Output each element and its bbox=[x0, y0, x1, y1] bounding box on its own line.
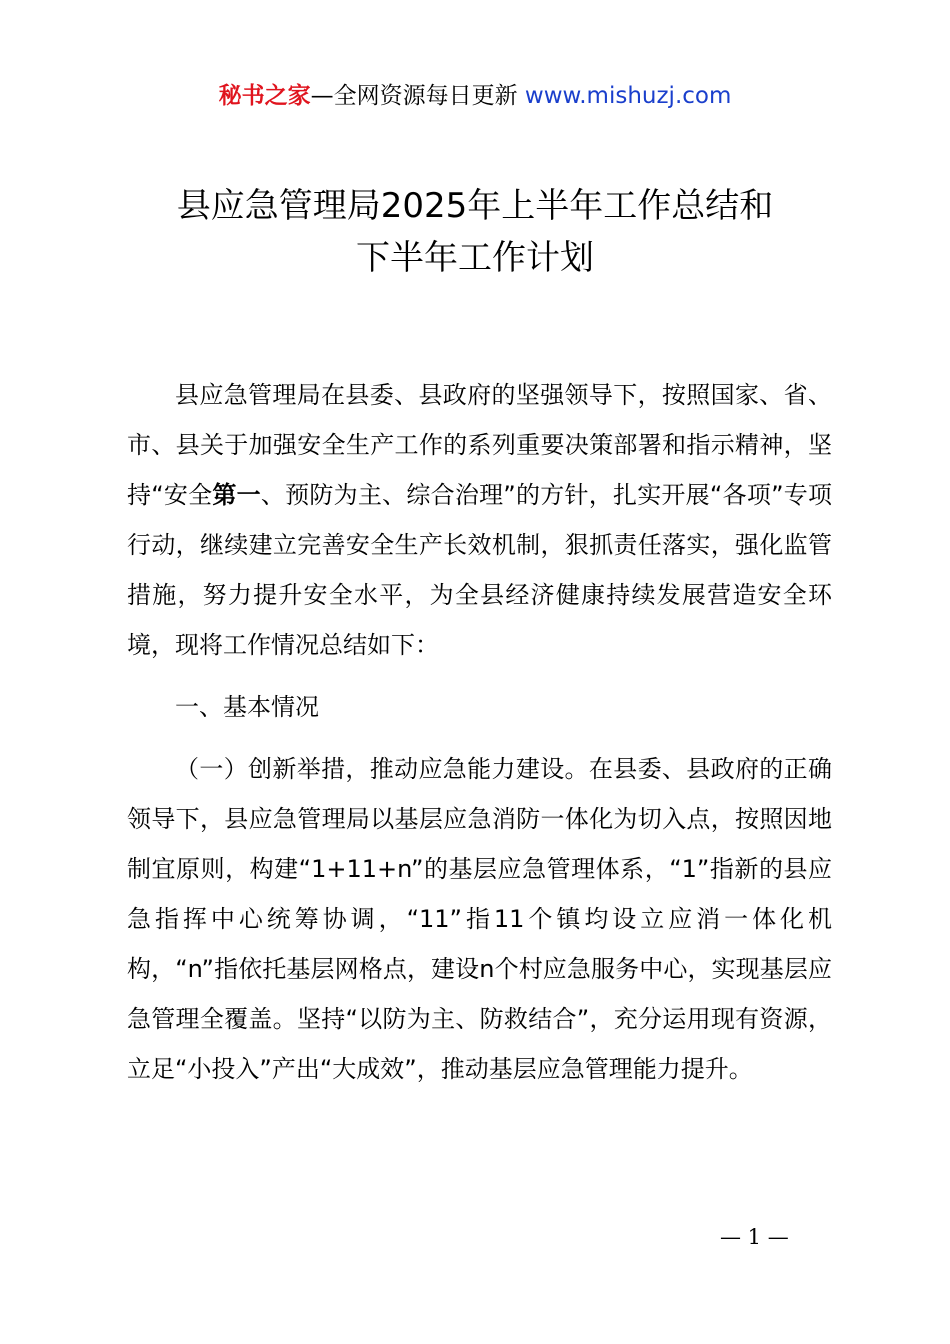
title-line-2: 下半年工作计划 bbox=[356, 238, 594, 278]
page-number: — 1 — bbox=[720, 1225, 789, 1249]
section-1-paragraph-1: （一）创新举措，推动应急能力建设。在县委、县政府的正确领导下，县应急管理局以基层应急消防一体化为切入点，按照因地制宜原则，构建“1+11+n”的基层应急管理体系，“1”指新的县应急指挥中心统筹协调，“11”指11个镇均设立应消一体化机构，“n”指依托基层网格点，建设n个村应急服务中心，实现基层应急管理全覆盖。坚持“以防为主、防救结合”，充分运用现有资源，立足“小投入”产出“大成效”，推动基层应急管理能力提升。 bbox=[127, 755, 832, 1083]
intro-bold-text: 第一 bbox=[212, 481, 261, 509]
site-url-link[interactable]: www.mishuzj.com bbox=[524, 83, 732, 109]
title-line-1: 县应急管理局2025年上半年工作总结和 bbox=[176, 186, 774, 226]
brand-name: 秘书之家 bbox=[218, 83, 311, 109]
section-heading-1: 一、基本情况 bbox=[175, 693, 319, 721]
intro-paragraph bbox=[127, 370, 832, 670]
document-title bbox=[0, 180, 950, 284]
intro-text-start: 县应急管理局在县委、县政府的坚强领导下，按照国家、省、市、县关于加强安全生产工作的系列重要决策部署和指示精神，坚持“安全 bbox=[127, 381, 832, 509]
header-tagline: —全网资源每日更新 bbox=[310, 83, 518, 109]
document-body bbox=[127, 370, 832, 1094]
intro-text-end: 、预防为主、综合治理”的方针，扎实开展“各项”专项行动，继续建立完善安全生产长效机制，狠抓责任落实，强化监管措施，努力提升安全水平，为全县经济健康持续发展营造安全环境，现将工作情况总结如下： bbox=[127, 481, 832, 659]
site-header bbox=[0, 80, 950, 112]
